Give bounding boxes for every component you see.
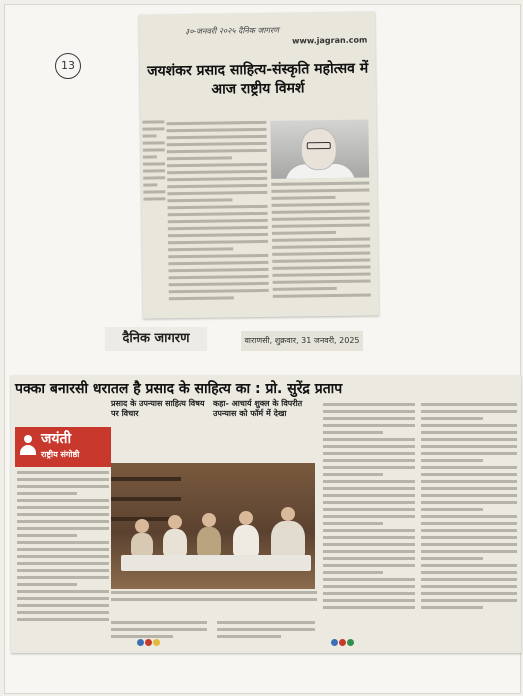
handwritten-date-note: ३०-जनवरी २०२५ दैनिक जागरण	[185, 25, 280, 37]
badge-title: जयंती	[41, 431, 72, 447]
person-icon	[19, 435, 37, 457]
article-column-3	[217, 621, 315, 645]
page-number: 13	[55, 53, 81, 79]
author-portrait-photo	[270, 119, 369, 178]
newspaper-clipping-bottom	[11, 375, 521, 653]
subhead-right: कहा- आचार्य शुक्ल के विपरीत उपन्यास को फॉर्म में देखा	[213, 399, 303, 418]
jayanti-badge	[15, 427, 111, 467]
clipping-headline-top: जयशंकर प्रसाद साहित्य-संस्कृति महोत्सव में आज राष्ट्रीय विमर्श	[147, 60, 369, 98]
article-right-text-block	[271, 181, 371, 312]
color-dot	[347, 639, 354, 646]
article-body-text-block	[166, 121, 269, 312]
newspaper-clipping-top	[139, 11, 379, 318]
article-column-5	[421, 403, 517, 639]
side-column-text-block	[142, 120, 166, 290]
color-dot	[153, 639, 160, 646]
photo-caption	[111, 591, 317, 605]
clipping-headline-bottom: पक्का बनारसी धरातल है प्रसाद के साहित्य का : प्रो. सुरेंद्र प्रताप	[15, 381, 343, 397]
seminar-event-photo	[111, 463, 315, 589]
newspaper-dateline: वाराणसी, शुक्रवार, 31 जनवरी, 2025	[241, 331, 363, 351]
badge-subtitle: राष्ट्रीय संगोष्ठी	[41, 450, 80, 459]
article-column-1	[17, 471, 109, 641]
color-dot	[137, 639, 144, 646]
newspaper-website: www.jagran.com	[291, 35, 368, 46]
color-dot	[339, 639, 346, 646]
article-column-4	[323, 403, 415, 639]
scrapbook-page	[4, 4, 521, 694]
newspaper-masthead: दैनिक जागरण	[105, 327, 207, 351]
color-dot	[145, 639, 152, 646]
color-dot	[331, 639, 338, 646]
subhead-left: प्रसाद के उपन्यास साहित्य विषय पर विचार	[111, 399, 205, 418]
